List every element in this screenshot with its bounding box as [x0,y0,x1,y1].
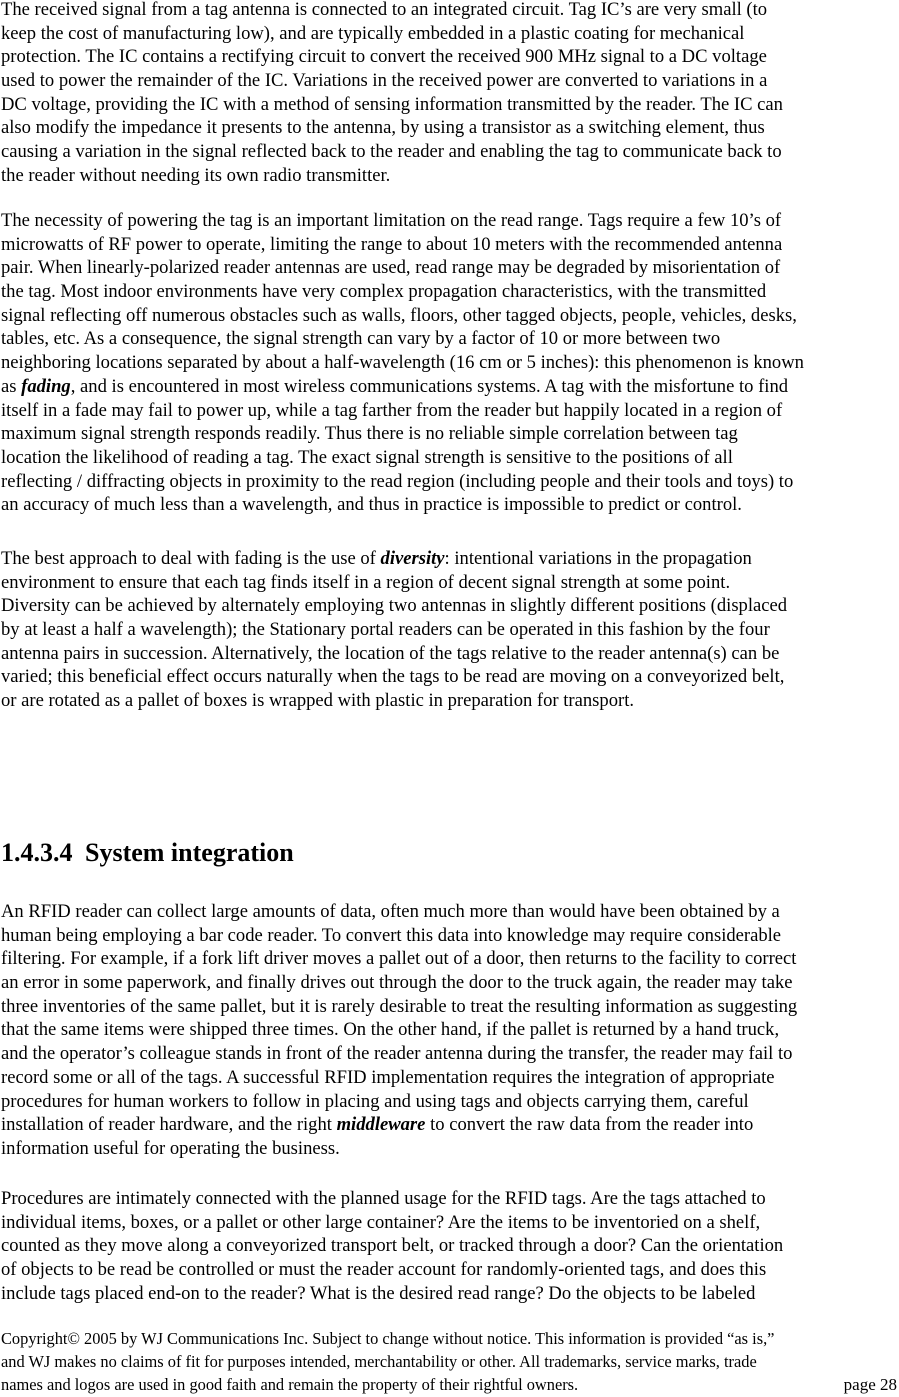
paragraph-read-range [1,209,899,517]
text-line: maximum signal strength responds readily. Thus there is no reliable simple correlation between tag [1,423,738,445]
section-number: 1.4.3.4 [1,838,73,867]
text-line [1,1113,899,1137]
text-line: three inventories of the same pallet, but it is rarely desirable to treat the resulting information as suggesting [1,995,798,1017]
text-line: keep the cost of manufacturing low), and are typically embedded in a plastic coating for mechanical [1,22,745,44]
text-segment: as [1,375,22,397]
text-segment: The best approach to deal with fading is the use of [1,548,381,569]
text-line: Diversity can be achieved by alternately employing two antennas in slightly different positions (displaced [1,595,788,617]
text-line: causing a variation in the signal reflected back to the reader and enabling the tag to communicate back to [1,141,782,163]
copyright-line: Copyright© 2005 by WJ Communications Inc. Subject to change without notice. This information is provided “as is,” [1,1329,775,1348]
text-line: and the operator’s colleague stands in front of the reader antenna during the transfer, the reader may fail to [1,1043,793,1065]
text-line: an error in some paperwork, and finally drives out through the door to the truck again, the reader may take [1,972,793,994]
text-segment: installation of reader hardware, and the right [1,1114,337,1136]
text-segment: to convert the raw data from the reader into [425,1114,754,1136]
text-line [1,547,899,571]
text-line: used to power the remainder of the IC. Variations in the received power are converted to variations in a [1,70,768,92]
text-line: the tag. Most indoor environments have very complex propagation characteristics, with the transmitted [1,281,767,303]
paragraph-procedures [1,1187,899,1305]
text-line: itself in a fade may fail to power up, while a tag farther from the reader but happily located in a region of [1,399,783,421]
text-line: microwatts of RF power to operate, limiting the range to about 10 meters with the recommended antenna [1,233,783,255]
section-heading [1,836,294,870]
text-line: antenna pairs in succession. Alternatively, the location of the tags relative to the reader antenna(s) can be [1,642,780,664]
text-line: of objects to be read be controlled or must the reader account for randomly-oriented tags, and does this [1,1259,767,1281]
text-line: neighboring locations separated by about a half-wavelength (16 cm or 5 inches): this phenomenon is known [1,352,804,374]
page-number: page 28 [843,1375,897,1394]
text-line: individual items, boxes, or a pallet or other large container? Are the items to be inventoried on a shelf, [1,1211,761,1233]
text-line: include tags placed end-on to the reader? What is the desired read range? Do the objects to be labeled [1,1282,756,1304]
text-segment: , and is encountered in most wireless communications systems. A tag with the misfortune to find [70,375,789,397]
text-line: tables, etc. As a consequence, the signal strength can vary by a factor of 10 or more between two [1,328,721,350]
text-line: environment to ensure that each tag finds itself in a region of decent signal strength at some point. [1,571,731,593]
text-line: information useful for operating the business. [1,1137,340,1159]
paragraph-tag-ic [1,0,899,188]
text-line: that the same items were shipped three times. On the other hand, if the pallet is returned by a hand truck, [1,1019,780,1041]
text-line: Procedures are intimately connected with the planned usage for the RFID tags. Are the tags attached to [1,1188,766,1209]
paragraph-diversity [1,547,899,713]
section-title: System integration [85,838,294,867]
text-segment: : intentional variations in the propagation [444,548,752,569]
text-line: human being employing a bar code reader. To convert this data into knowledge may require considerable [1,924,782,946]
text-line: also modify the impedance it presents to the antenna, by using a transistor as a switching element, thus [1,117,765,139]
text-line: An RFID reader can collect large amounts of data, often much more than would have been obtained by a [1,901,780,922]
emphasized-term: diversity [380,548,445,569]
text-line: The received signal from a tag antenna is connected to an integrated circuit. Tag IC’s are very small (to [1,0,768,20]
text-line: DC voltage, providing the IC with a method of sensing information transmitted by the reader. The IC can [1,93,783,115]
paragraph-system-integration [1,900,899,1161]
text-line: filtering. For example, if a fork lift driver moves a pallet out of a door, then returns to the facility to correct [1,948,797,970]
text-line: protection. The IC contains a rectifying circuit to convert the received 900 MHz signal to a DC voltage [1,46,767,68]
emphasized-term: middleware [336,1114,426,1136]
copyright-line: names and logos are used in good faith and remain the property of their rightful owners. [1,1375,579,1394]
copyright-line: and WJ makes no claims of fit for purposes intended, merchantability or other. All trademarks, service marks, trade [1,1352,757,1371]
text-line: location the likelihood of reading a tag. The exact signal strength is sensitive to the positions of all [1,446,733,468]
text-line [1,375,899,399]
page-footer [1,1327,899,1396]
text-line: or are rotated as a pallet of boxes is wrapped with plastic in preparation for transport. [1,690,635,712]
text-line: an accuracy of much less than a wavelength, and thus in practice is impossible to predict or control. [1,494,742,516]
emphasized-term: fading [21,375,71,397]
text-line: counted as they move along a conveyorized transport belt, or tracked through a door? Can the orientation [1,1235,784,1257]
text-line: record some or all of the tags. A successful RFID implementation requires the integration of appropriate [1,1066,775,1088]
text-line: by at least a half a wavelength); the Stationary portal readers can be operated in this fashion by the four [1,619,770,641]
text-line: the reader without needing its own radio transmitter. [1,164,391,186]
text-line: reflecting / diffracting objects in proximity to the read region (including people and their tools and toys) to [1,470,794,492]
text-line: The necessity of powering the tag is an important limitation on the read range. Tags require a few 10’s of [1,210,782,231]
text-line: signal reflecting off numerous obstacles such as walls, floors, other tagged objects, people, vehicles, desks, [1,304,797,326]
text-line: procedures for human workers to follow in placing and using tags and objects carrying them, careful [1,1090,749,1112]
text-line: pair. When linearly-polarized reader antennas are used, read range may be degraded by misorientation of [1,257,781,279]
text-line: varied; this beneficial effect occurs naturally when the tags to be read are moving on a conveyorized belt, [1,666,785,688]
